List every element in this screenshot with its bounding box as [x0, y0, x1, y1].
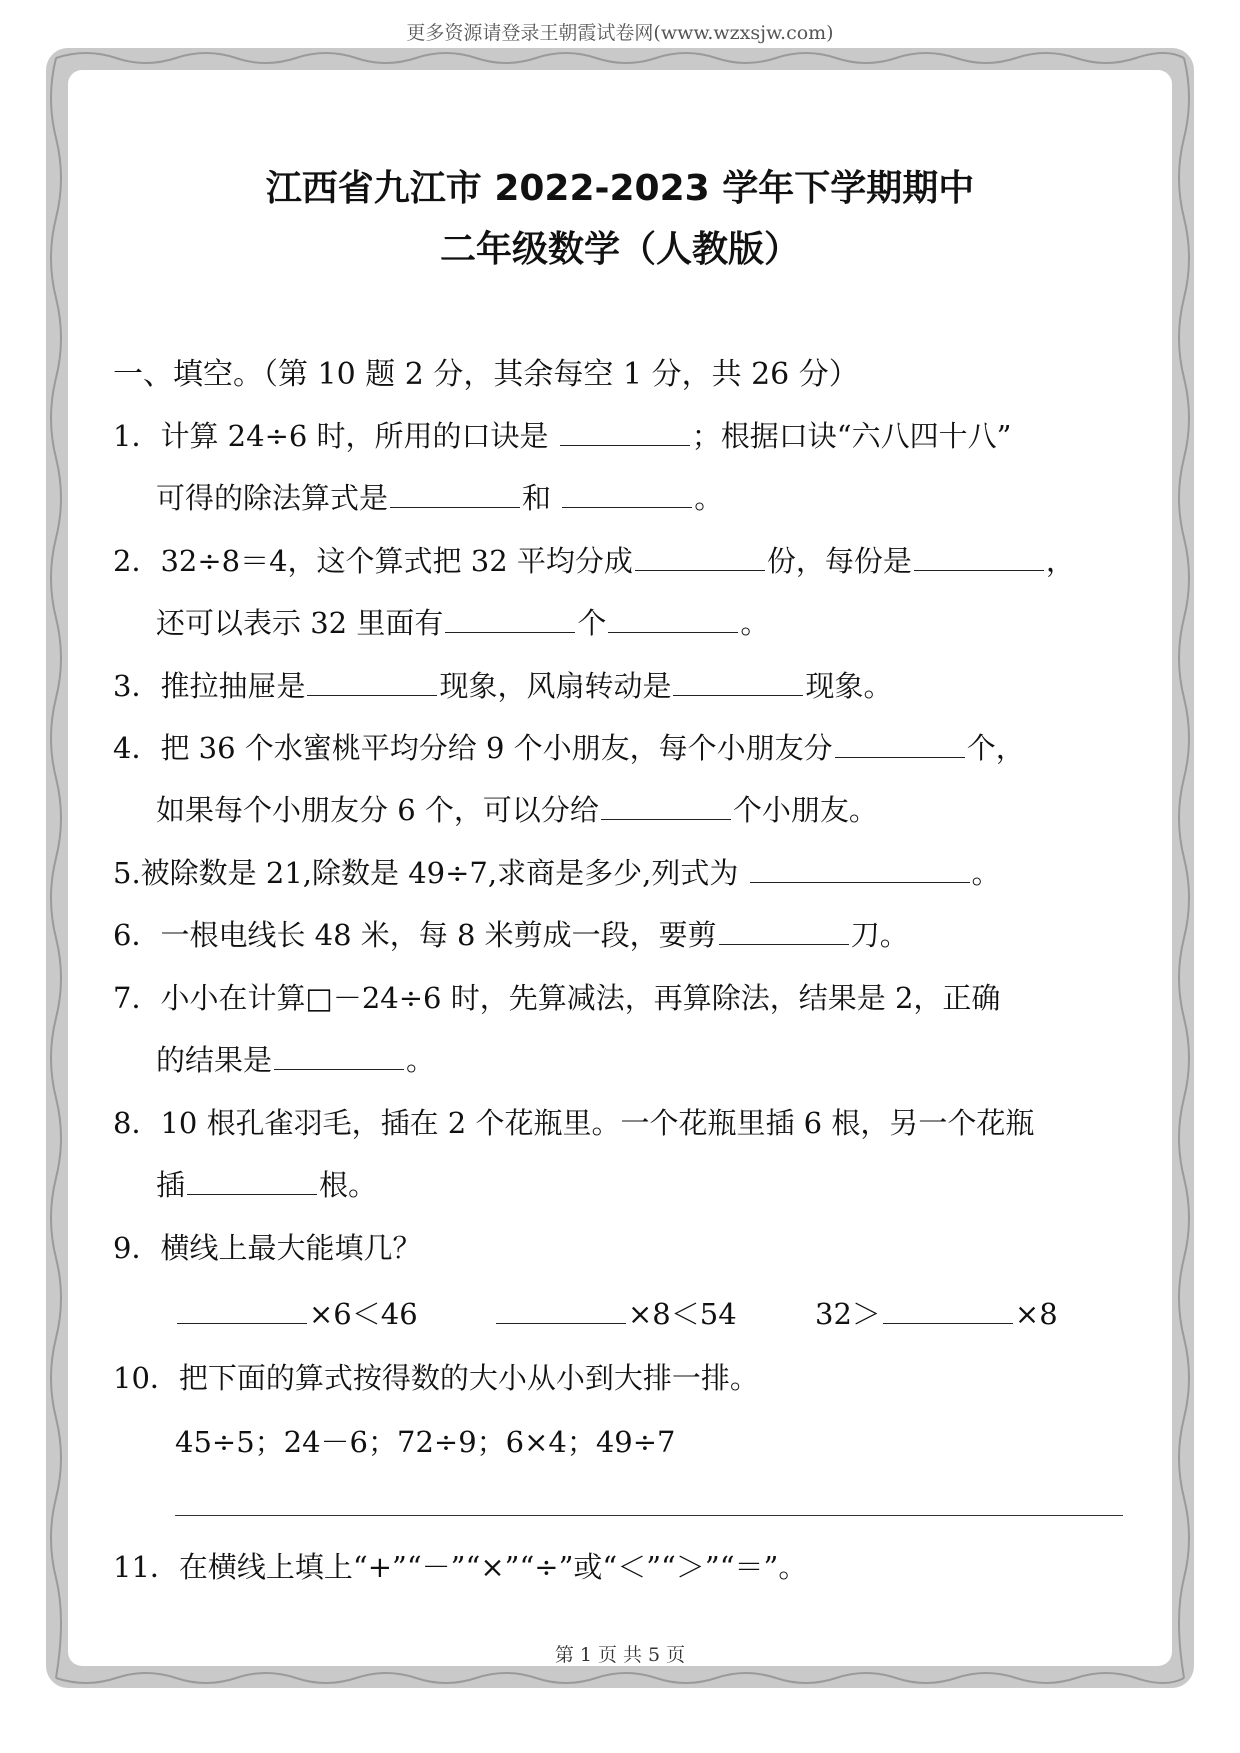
- question-1-cont: 可得的除法算式是 和 。: [156, 481, 724, 515]
- page-subtitle: 二年级数学（人教版）: [439, 229, 800, 270]
- question-10-expressions: 45÷5；24－6；72÷9；6×4；49÷7: [175, 1425, 676, 1459]
- answer-blank[interactable]: [445, 604, 575, 633]
- question-7-cont: 的结果是 。: [156, 1043, 436, 1077]
- question-11: 11．在横线上填上“+”“－”“×”“÷”或“＜”“＞”“＝”。: [113, 1550, 808, 1584]
- question-4-cont: 如果每个小朋友分 6 个，可以分给 个小朋友。: [156, 793, 878, 827]
- answer-blank[interactable]: [307, 667, 437, 696]
- answer-blank[interactable]: [883, 1295, 1013, 1324]
- question-6: 6．一根电线长 48 米，每 8 米剪成一段，要剪 刀。: [113, 918, 909, 952]
- answer-blank[interactable]: [914, 542, 1044, 571]
- answer-blank[interactable]: [673, 667, 803, 696]
- answer-blank[interactable]: [719, 916, 849, 945]
- watermark: 更多资源请登录王朝霞试卷网(www.wzxsjw.com): [406, 22, 834, 44]
- question-9-item-2: ×8＜54: [494, 1292, 737, 1333]
- answer-blank[interactable]: [562, 479, 692, 508]
- question-9-item-1: ×6＜46: [175, 1292, 418, 1333]
- question-1: 1．计算 24÷6 时，所用的口诀是 ；根据口诀“六八四十八”: [113, 419, 1012, 453]
- question-5: 5.被除数是 21,除数是 49÷7,求商是多少,列式为 。: [113, 856, 1001, 890]
- answer-blank[interactable]: [635, 542, 765, 571]
- section-heading: 一、填空。（第 10 题 2 分，其余每空 1 分，共 26 分）: [113, 357, 859, 392]
- question-4: 4．把 36 个水蜜桃平均分给 9 个小朋友，每个小朋友分 个，: [113, 731, 1025, 765]
- question-10: 10．把下面的算式按得数的大小从小到大排一排。: [113, 1361, 759, 1395]
- question-8: 8．10 根孔雀羽毛，插在 2 个花瓶里。一个花瓶里插 6 根，另一个花瓶: [113, 1106, 1035, 1140]
- answer-blank[interactable]: [608, 604, 738, 633]
- page-footer: 第 1 页 共 5 页: [554, 1644, 686, 1666]
- question-9: 9．横线上最大能填几？: [113, 1231, 422, 1265]
- answer-blank[interactable]: [750, 854, 970, 883]
- page-title: 江西省九江市 2022-2023 学年下学期期中: [265, 168, 975, 209]
- question-2: 2．32÷8＝4，这个算式把 32 平均分成 份，每份是 ，: [113, 544, 1075, 578]
- question-7: 7．小小在计算□－24÷6 时，先算减法，再算除法，结果是 2，正确: [113, 981, 1001, 1015]
- answer-blank[interactable]: [835, 729, 965, 758]
- answer-blank[interactable]: [390, 479, 520, 508]
- question-8-cont: 插 根。: [156, 1168, 378, 1202]
- answer-blank[interactable]: [177, 1295, 307, 1324]
- question-2-cont: 还可以表示 32 里面有 个 。: [156, 606, 770, 640]
- answer-line[interactable]: [175, 1515, 1123, 1516]
- answer-blank[interactable]: [496, 1295, 626, 1324]
- answer-blank[interactable]: [601, 791, 731, 820]
- question-9-item-3: 32＞ ×8: [815, 1297, 1058, 1331]
- answer-blank[interactable]: [274, 1041, 404, 1070]
- answer-blank[interactable]: [187, 1166, 317, 1195]
- answer-blank[interactable]: [560, 417, 690, 446]
- question-3: 3．推拉抽屉是 现象，风扇转动是 现象。: [113, 669, 893, 703]
